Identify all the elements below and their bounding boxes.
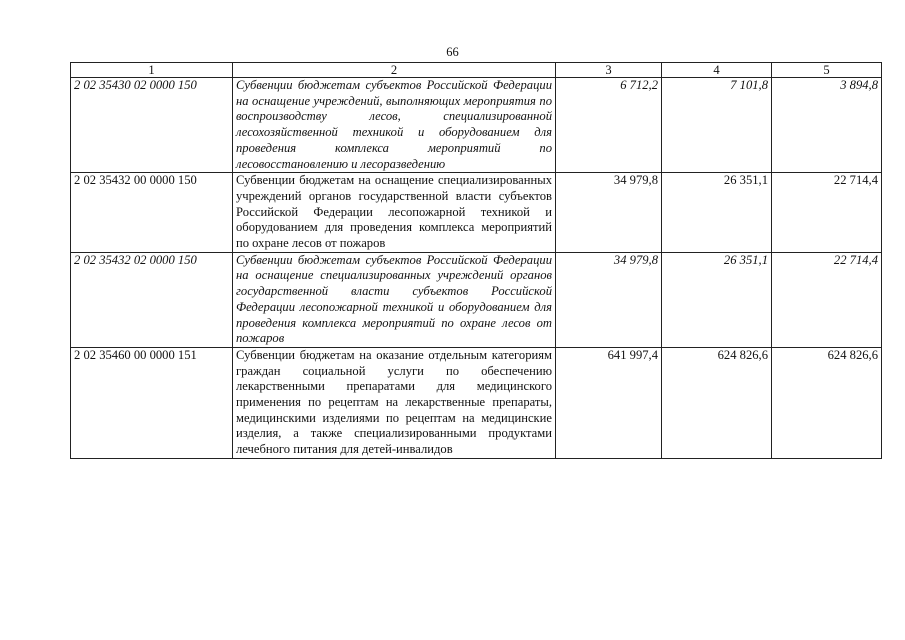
header-row: [71, 63, 882, 78]
table-row: [71, 252, 882, 347]
row-value-col3: 34 979,8: [556, 173, 662, 253]
row-value-col3: 6 712,2: [556, 78, 662, 173]
row-value-col3: 641 997,4: [556, 347, 662, 458]
row-value-col4: 26 351,1: [662, 173, 772, 253]
row-value-col4: 624 826,6: [662, 347, 772, 458]
row-code: 2 02 35432 00 0000 150: [71, 173, 233, 253]
table-body: [71, 78, 882, 459]
row-value-col3: 34 979,8: [556, 252, 662, 347]
row-value-col5: 3 894,8: [772, 78, 882, 173]
header-col-2: 2: [233, 63, 556, 78]
row-value-col5: 624 826,6: [772, 347, 882, 458]
header-col-1: 1: [71, 63, 233, 78]
row-description: Субвенции бюджетам на оказание отдельным категориям граждан социальной услуги по обеспечению лекарственными препаратами для медицинского применения по рецептам на лекарственные препараты, медицинскими изделиями по рецептам на медицинские изделия, а также специализированными продуктами лечебного питания для детей-инвалидов: [233, 347, 556, 458]
header-col-3: 3: [556, 63, 662, 78]
header-col-4: 4: [662, 63, 772, 78]
budget-table: [70, 62, 882, 459]
page-number: 66: [446, 45, 459, 59]
row-value-col5: 22 714,4: [772, 173, 882, 253]
row-value-col4: 7 101,8: [662, 78, 772, 173]
row-value-col5: 22 714,4: [772, 252, 882, 347]
table-header: [71, 63, 882, 78]
row-code: 2 02 35430 02 0000 150: [71, 78, 233, 173]
row-description: Субвенции бюджетам субъектов Российской Федерации на оснащение специализированных учреждений органов государственной власти субъектов Российской Федерации лесопожарной техникой и оборудованием для проведения комплекса мероприятий по охране лесов от пожаров: [233, 252, 556, 347]
table-row: [71, 347, 882, 458]
table-row: [71, 173, 882, 253]
table-row: [71, 78, 882, 173]
row-description: Субвенции бюджетам субъектов Российской Федерации на оснащение учреждений, выполняющих мероприятия по воспроизводству лесов, специализированной лесохозяйственной техникой и оборудованием для проведения комплекса мероприятий по лесовосстановлению и лесоразведению: [233, 78, 556, 173]
header-col-5: 5: [772, 63, 882, 78]
row-value-col4: 26 351,1: [662, 252, 772, 347]
row-description: Субвенции бюджетам на оснащение специализированных учреждений органов государственной власти субъектов Российской Федерации лесопожарной техникой и оборудованием для проведения комплекса мероприятий по охране лесов от пожаров: [233, 173, 556, 253]
row-code: 2 02 35460 00 0000 151: [71, 347, 233, 458]
row-code: 2 02 35432 02 0000 150: [71, 252, 233, 347]
